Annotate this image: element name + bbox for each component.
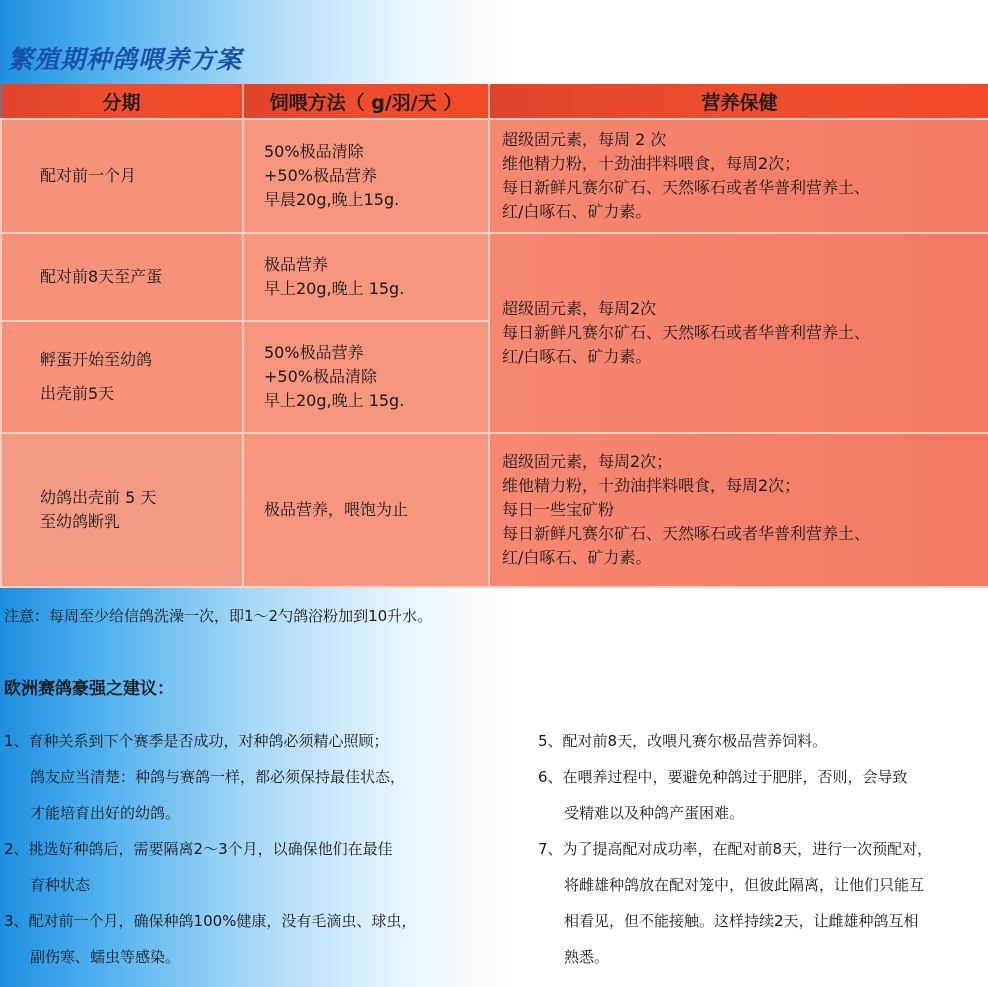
feed-text: 早晨20g,晚上15g.	[264, 190, 400, 209]
phase-cell	[1, 433, 243, 587]
feed-cell	[243, 433, 489, 587]
care-text: 红/白啄石、矿力素。	[502, 202, 652, 221]
phase-cell	[1, 233, 243, 321]
care-text: 维他精力粉，十劲油拌料喂食，每周2次；	[502, 476, 801, 495]
advice-line: 鸽友应当清楚：种鸽与赛鸽一样，都必须保持最佳状态，	[30, 768, 406, 786]
phase-text: 配对前一个月	[40, 166, 137, 185]
feed-text: 早上20g,晚上 15g.	[264, 391, 405, 410]
feed-text: 50%极品清除	[264, 142, 364, 161]
care-cell	[489, 433, 988, 587]
table-row	[1, 119, 988, 233]
table-row	[1, 233, 988, 321]
advice-line: 育种状态	[30, 876, 91, 894]
header-feed-method: 饲喂方法（ g/羽/天 ）	[243, 84, 489, 119]
advice-right-column	[538, 730, 988, 982]
care-text: 超级固元素，每周2次	[502, 299, 657, 318]
table-header-row	[1, 84, 988, 119]
advice-line: 相看见，但不能接触。这样持续2天，让雌雄种鸽互相	[564, 912, 919, 930]
advice-line: 1、育种关系到下个赛季是否成功，对种鸽必须精心照顾；	[4, 732, 389, 750]
feed-cell	[243, 119, 489, 233]
feed-text: +50%极品营养	[264, 166, 377, 185]
advice-title: 欧洲赛鸽豪强之建议：	[4, 679, 174, 699]
advice-line: 5、配对前8天，改喂凡赛尔极品营养饲料。	[538, 732, 828, 750]
advice-line: 7、为了提高配对成功率，在配对前8天，进行一次预配对，	[538, 840, 933, 858]
advice-line: 熟悉。	[564, 948, 610, 966]
page-title: 繁殖期种鸽喂养方案	[8, 45, 243, 74]
care-text: 每日新鲜凡赛尔矿石、天然啄石或者华普利营养土、	[502, 323, 871, 342]
feed-cell	[243, 233, 489, 321]
advice-line: 6、在喂养过程中，要避免种鸽过于肥胖，否则，会导致	[538, 768, 908, 786]
header-nutrition-care: 营养保健	[489, 84, 988, 119]
bath-note: 注意：每周至少给信鸽洗澡一次，即1～2勺鸽浴粉加到10升水。	[4, 607, 433, 625]
advice-line: 副伤寒、蠕虫等感染。	[30, 948, 181, 966]
feed-text: 极品营养，喂饱为止	[264, 500, 409, 519]
feed-text: +50%极品清除	[264, 367, 377, 386]
phase-cell	[1, 321, 243, 433]
advice-left-column	[4, 730, 474, 982]
header-phase: 分期	[1, 84, 243, 119]
phase-text: 幼鸽出壳前 5 天	[40, 488, 157, 507]
feeding-plan-table	[0, 84, 988, 588]
advice-line: 将雌雄种鸽放在配对笼中，但彼此隔离，让他们只能互	[564, 876, 925, 894]
feed-text: 早上20g,晚上 15g.	[264, 279, 405, 298]
care-cell-merged	[489, 233, 988, 433]
care-text: 每日新鲜凡赛尔矿石、天然啄石或者华普利营养土、	[502, 178, 871, 197]
care-text: 红/白啄石、矿力素。	[502, 548, 652, 567]
advice-line: 2、挑选好种鸽后，需要隔离2～3个月，以确保他们在最佳	[4, 840, 393, 858]
table-row	[1, 433, 988, 587]
care-text: 每日一些宝矿粉	[502, 500, 615, 519]
phase-text: 至幼鸽断乳	[40, 512, 121, 531]
phase-text: 出壳前5天	[40, 384, 115, 403]
advice-line: 受精难以及种鸽产蛋困难。	[564, 804, 745, 822]
care-text: 超级固元素，每周2次；	[502, 452, 673, 471]
care-text: 红/白啄石、矿力素。	[502, 347, 652, 366]
phase-text: 配对前8天至产蛋	[40, 267, 163, 286]
phase-text: 孵蛋开始至幼鸽	[40, 350, 153, 369]
feed-cell	[243, 321, 489, 433]
care-text: 维他精力粉，十劲油拌料喂食，每周2次；	[502, 154, 801, 173]
advice-line: 3、配对前一个月，确保种鸽100%健康，没有毛滴虫、球虫，	[4, 912, 417, 930]
phase-cell	[1, 119, 243, 233]
care-text: 超级固元素，每周 2 次	[502, 130, 667, 149]
care-text: 每日新鲜凡赛尔矿石、天然啄石或者华普利营养土、	[502, 524, 871, 543]
care-cell	[489, 119, 988, 233]
advice-line: 才能培育出好的幼鸽。	[30, 804, 181, 822]
feed-text: 极品营养	[264, 255, 329, 274]
feed-text: 50%极品营养	[264, 343, 364, 362]
